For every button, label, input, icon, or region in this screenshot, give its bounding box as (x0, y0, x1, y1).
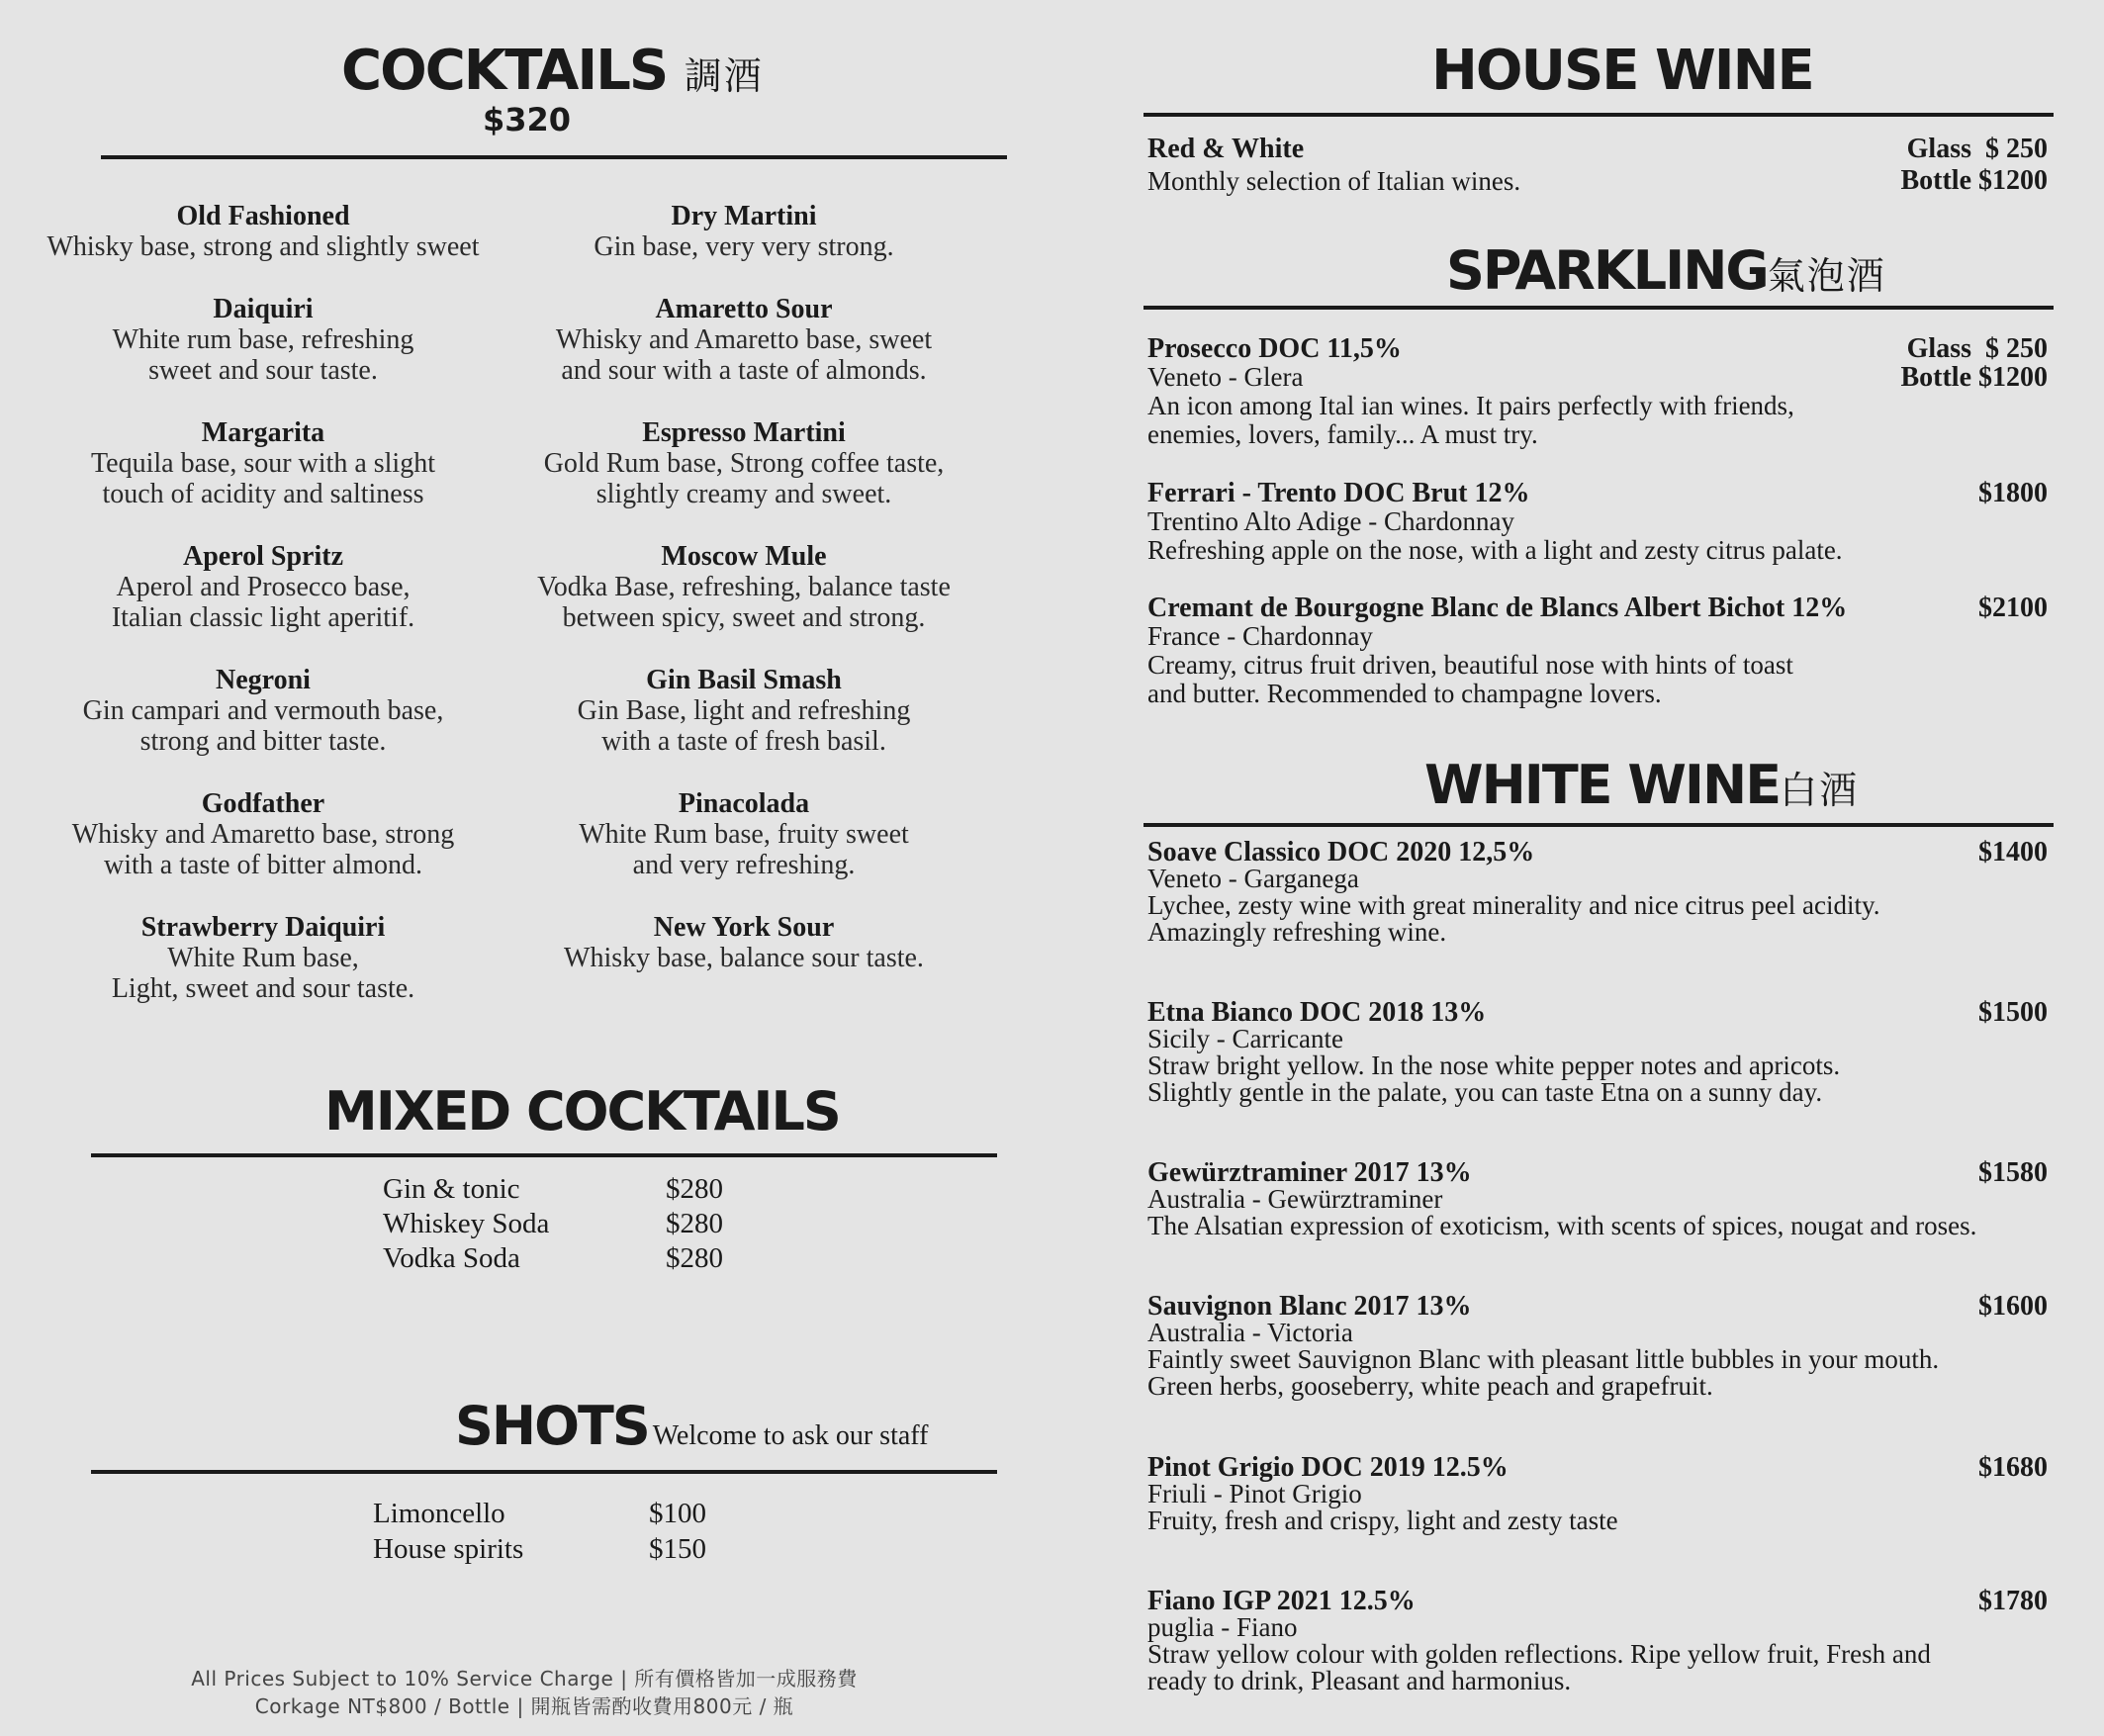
cocktail-name: Aperol Spritz (182, 541, 344, 572)
cocktail-name: Dry Martini (671, 201, 817, 231)
wine-price: $1580 (1978, 1157, 2048, 1188)
mixed-cocktails-title: MIXED COCKTAILS (324, 1080, 840, 1142)
cocktail-item (497, 912, 991, 973)
wine-name: Etna Bianco DOC 2018 13% (1147, 997, 1487, 1028)
shots-heading (455, 1395, 928, 1458)
wine-name: Ferrari - Trento DOC Brut 12% (1147, 478, 1530, 508)
sparkling-wine-entry (1147, 334, 2048, 449)
cocktail-item (16, 665, 510, 757)
cocktails-title: COCKTAILS (341, 39, 668, 103)
sparkling-heading (1446, 239, 1886, 308)
wine-origin: Australia - Victoria (1147, 1318, 1353, 1347)
cocktail-name: Margarita (201, 417, 325, 448)
shots-title: SHOTS (455, 1395, 649, 1457)
shot-item-name: House spirits (373, 1533, 524, 1565)
wine-origin: puglia - Fiano (1147, 1612, 1298, 1642)
house-wine-name: Red & White (1147, 134, 1305, 164)
cocktail-description: Gold Rum base, Strong coffee taste, slightly creamy and sweet. (543, 448, 945, 509)
wine-price-primary: $1800 (1978, 478, 2048, 508)
wine-name: Gewürztraminer 2017 13% (1147, 1157, 1472, 1188)
wine-origin: Friuli - Pinot Grigio (1147, 1479, 1362, 1508)
wine-origin: Sicily - Carricante (1147, 1024, 1343, 1053)
wine-origin: France - Chardonnay (1147, 621, 1373, 651)
cocktail-item (16, 201, 510, 262)
wine-origin: Veneto - Glera (1147, 362, 1304, 392)
mixed-item-price: $280 (666, 1242, 723, 1274)
white-wine-entry (1147, 1293, 2048, 1400)
shot-item-price: $150 (649, 1533, 706, 1565)
cocktail-name: Pinacolada (678, 788, 810, 819)
house-wine-divider (1143, 113, 2054, 117)
house-wine-prices (1900, 134, 2048, 197)
cocktails-divider (101, 155, 1007, 159)
white-wine-entry (1147, 1159, 2048, 1239)
cocktail-description: Whisky base, strong and slightly sweet (46, 231, 480, 262)
wine-price: $1680 (1978, 1452, 2048, 1483)
wine-description: Creamy, citrus fruit driven, beautiful nose with hints of toast and butter. Recommended to champagne lovers. (1147, 650, 1793, 708)
house-wine-title: HOUSE WINE (1431, 39, 1813, 103)
wine-name: Pinot Grigio DOC 2019 12.5% (1147, 1452, 1509, 1483)
cocktail-name: Daiquiri (213, 294, 314, 324)
wine-name: Soave Classico DOC 2020 12,5% (1147, 837, 1535, 868)
wine-description: An icon among Ital ian wines. It pairs perfectly with friends, enemies, lovers, family... A must try. (1147, 391, 1794, 449)
wine-name: Prosecco DOC 11,5% (1147, 333, 1402, 364)
cocktail-name: Moscow Mule (661, 541, 827, 572)
shots-divider (91, 1470, 997, 1474)
cocktail-name: Old Fashioned (176, 201, 350, 231)
mixed-item-name: Whiskey Soda (383, 1208, 550, 1239)
house-bottle-price: $1200 (1978, 165, 2048, 196)
wine-price: $1400 (1978, 837, 2048, 868)
cocktail-description: Whisky and Amaretto base, strong with a taste of bitter almond. (71, 819, 455, 880)
house-wine-entry (1147, 134, 2048, 197)
sparkling-title: SPARKLING (1446, 239, 1768, 302)
cocktails-price: $320 (483, 101, 572, 138)
cocktail-item (16, 912, 510, 1004)
cocktail-description: Gin campari and vermouth base, strong and bitter taste. (82, 695, 444, 757)
cocktail-description: Vodka Base, refreshing, balance taste between spicy, sweet and strong. (537, 572, 951, 633)
wine-name: Fiano IGP 2021 12.5% (1147, 1586, 1416, 1616)
wine-name: Cremant de Bourgogne Blanc de Blancs Albert Bichot 12% (1147, 593, 1848, 623)
wine-origin: Australia - Gewürztraminer (1147, 1184, 1443, 1214)
sparkling-wine-entry (1147, 479, 2048, 565)
wine-description: Refreshing apple on the nose, with a light and zesty citrus palate. (1147, 535, 1843, 565)
cocktail-description: White Rum base, Light, sweet and sour taste. (111, 943, 415, 1004)
footer-service-charge: All Prices Subject to 10% Service Charge | 所有價格皆加一成服務費 (191, 1667, 858, 1690)
house-bottle-label: Bottle (1900, 165, 1971, 196)
cocktail-item (497, 665, 991, 757)
cocktail-description: Gin base, very very strong. (594, 231, 894, 262)
white-wine-entry (1147, 1588, 2048, 1694)
sparkling-title-cn: 氣泡酒 (1767, 254, 1886, 298)
cocktail-description: Tequila base, sour with a slight touch of acidity and saltiness (91, 448, 435, 509)
cocktail-name: Amaretto Sour (655, 294, 833, 324)
white-wine-title: WHITE WINE (1424, 754, 1781, 816)
house-wine-desc: Monthly selection of Italian wines. (1147, 166, 1521, 196)
wine-price (1978, 594, 2048, 622)
wine-price-secondary: Bottle $1200 (1900, 362, 2048, 393)
wine-origin: Veneto - Garganega (1147, 864, 1359, 893)
cocktail-name: Negroni (216, 665, 311, 695)
cocktail-description: Aperol and Prosecco base, Italian classic light aperitif. (111, 572, 415, 633)
house-glass-label: Glass (1906, 134, 1971, 164)
wine-description: The Alsatian expression of exoticism, with scents of spices, nougat and roses. (1147, 1211, 1977, 1240)
cocktail-item (16, 294, 510, 386)
wine-description: Faintly sweet Sauvignon Blanc with pleasant little bubbles in your mouth. Green herbs, gooseberry, white peach and grapefruit. (1147, 1344, 1940, 1401)
wine-description: Straw bright yellow. In the nose white pepper notes and apricots. Slightly gentle in the palate, you can taste Etna on a sunny day. (1147, 1051, 1841, 1107)
mixed-item-name: Vodka Soda (383, 1242, 520, 1274)
white-wine-heading (1424, 754, 1859, 822)
wine-price: $1780 (1978, 1586, 2048, 1616)
wine-description: Straw yellow colour with golden reflections. Ripe yellow fruit, Fresh and ready to drink, Pleasant and harmonius. (1147, 1639, 1931, 1695)
cocktails-heading (341, 40, 764, 108)
cocktail-item (497, 541, 991, 633)
cocktail-description: White Rum base, fruity sweet and very refreshing. (579, 819, 909, 880)
cocktails-title-cn: 調酒 (684, 54, 764, 98)
wine-name: Sauvignon Blanc 2017 13% (1147, 1291, 1472, 1322)
wine-description: Fruity, fresh and crispy, light and zesty taste (1147, 1506, 1618, 1535)
cocktail-description: Whisky base, balance sour taste. (564, 943, 924, 973)
cocktail-name: New York Sour (653, 912, 835, 943)
wine-price: $1600 (1978, 1291, 2048, 1322)
cocktail-item (497, 201, 991, 262)
footer-corkage: Corkage NT$800 / Bottle | 開瓶皆需酌收費用800元 / 瓶 (254, 1694, 794, 1718)
cocktail-item (497, 294, 991, 386)
sparkling-divider (1143, 306, 2054, 310)
cocktail-name: Gin Basil Smash (646, 665, 842, 695)
wine-origin: Trentino Alto Adige - Chardonnay (1147, 506, 1514, 536)
wine-description: Lychee, zesty wine with great minerality and nice citrus peel acidity. Amazingly refreshing wine. (1147, 890, 1880, 947)
cocktail-item (16, 541, 510, 633)
cocktail-item (16, 788, 510, 880)
house-glass-price: $ 250 (1985, 134, 2048, 164)
cocktail-name: Godfather (201, 788, 325, 819)
cocktail-item (16, 417, 510, 509)
cocktail-description: Gin Base, light and refreshing with a taste of fresh basil. (577, 695, 911, 757)
shots-subtitle: Welcome to ask our staff (652, 1420, 929, 1451)
white-wine-divider (1143, 823, 2054, 827)
mixed-item-price: $280 (666, 1208, 723, 1239)
sparkling-wine-entry (1147, 594, 2048, 708)
shot-item-name: Limoncello (373, 1498, 505, 1529)
white-wine-entry (1147, 839, 2048, 946)
footer-note (148, 1665, 900, 1720)
cocktail-description: White rum base, refreshing sweet and sour taste. (112, 324, 414, 386)
shot-item-price: $100 (649, 1498, 706, 1529)
wine-price-primary: Glass $ 250 (1906, 333, 2048, 364)
cocktail-name: Espresso Martini (642, 417, 846, 448)
cocktail-description: Whisky and Amaretto base, sweet and sour with a taste of almonds. (555, 324, 933, 386)
cocktail-name: Strawberry Daiquiri (140, 912, 386, 943)
wine-price (1900, 334, 2048, 392)
white-wine-title-cn: 白酒 (1780, 769, 1860, 812)
white-wine-entry (1147, 1454, 2048, 1534)
cocktail-item (497, 417, 991, 509)
cocktail-item (497, 788, 991, 880)
wine-price (1978, 479, 2048, 507)
mixed-divider (91, 1153, 997, 1157)
mixed-item-price: $280 (666, 1173, 723, 1205)
wine-price: $1500 (1978, 997, 2048, 1028)
white-wine-entry (1147, 999, 2048, 1106)
wine-price-primary: $2100 (1978, 593, 2048, 623)
mixed-item-name: Gin & tonic (383, 1173, 520, 1205)
